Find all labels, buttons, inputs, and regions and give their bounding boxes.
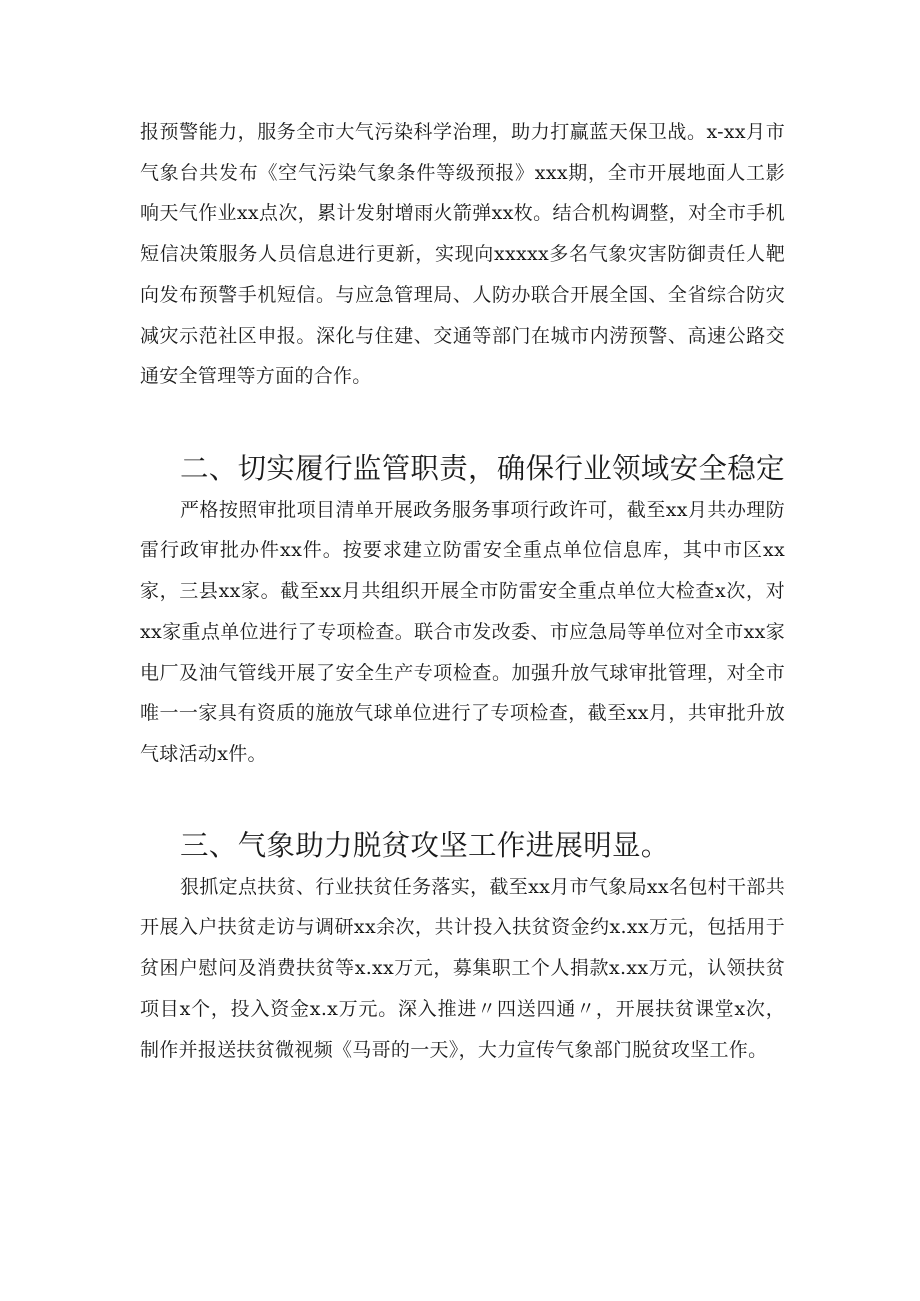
section-1-continuation <box>140 112 785 397</box>
section-2-paragraph: 严格按照审批项目清单开展政务服务事项行政许可，截至xx月共办理防雷行政审批办件xx件。按要求建立防雷安全重点单位信息库，其中市区xx家，三县xx家。截至xx月共组织开展全市防雷安全重点单位大检查x次，对xx家重点单位进行了专项检查。联合市发改委、市应急局等单位对全市xx家电厂及油气管线开展了安全生产专项检查。加强升放气球审批管理，对全市唯一一家具有资质的施放气球单位进行了专项检查，截至xx月，共审批升放气球活动x件。 <box>140 498 785 765</box>
section-2-heading: 二、切实履行监管职责，确保行业领域安全稳定 <box>180 452 785 485</box>
section-3-paragraph: 狠抓定点扶贫、行业扶贫任务落实，截至xx月市气象局xx名包村干部共开展入户扶贫走访与调研xx余次，共计投入扶贫资金约x.xx万元，包括用于贫困户慰问及消费扶贫等x.xx万元，募集职工个人捐款x.xx万元，认领扶贫项目x个，投入资金x.x万元。深入推进〃四送四通〃，开展扶贫课堂x次，制作并报送扶贫微视频《马哥的一天》，大力宣传气象部门脱贫攻坚工作。 <box>140 875 785 1061</box>
section-3-heading: 三、气象助力脱贫攻坚工作进展明显。 <box>180 829 670 862</box>
section-3 <box>140 826 785 1070</box>
section-2 <box>140 449 785 775</box>
paragraph-continued: 报预警能力，服务全市大气污染科学治理，助力打赢蓝天保卫战。x-xx月市气象台共发布《空气污染气象条件等级预报》xxx期，全市开展地面人工影响天气作业xx点次，累计发射增雨火箭弹xx枚。结合机构调整，对全市手机短信决策服务人员信息进行更新，实现向xxxxx多名气象灾害防御责任人靶向发布预警手机短信。与应急管理局、人防办联合开展全国、全省综合防灾减灾示范社区申报。深化与住建、交通等部门在城市内涝预警、高速公路交通安全管理等方面的合作。 <box>140 121 785 388</box>
